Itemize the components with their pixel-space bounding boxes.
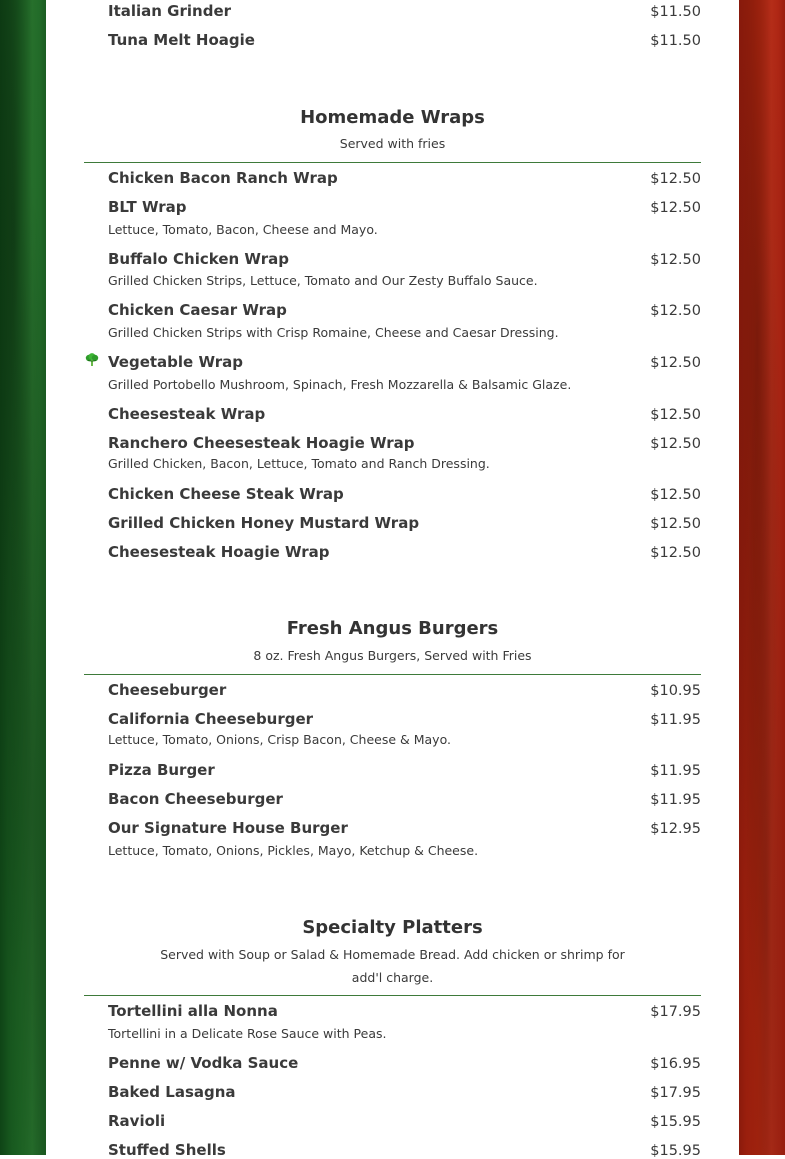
menu-item [84,1054,701,1072]
item-description: Grilled Chicken Strips with Crisp Romaine, Cheese and Caesar Dressing. [108,325,559,340]
item-price: $12.50 [650,407,701,423]
item-name: Vegetable Wrap [108,353,243,371]
menu-item [84,1002,701,1041]
item-price: $12.50 [650,516,701,532]
item-name: Baked Lasagna [108,1083,236,1101]
right-red-border [739,0,785,1155]
menu-item [84,353,701,392]
item-name: Tuna Melt Hoagie [108,31,255,49]
left-green-border [0,0,46,1155]
item-price: $12.50 [650,487,701,503]
item-price: $12.50 [650,436,701,452]
menu-item [84,710,701,747]
item-description: Lettuce, Tomato, Onions, Pickles, Mayo, Ketchup & Cheese. [108,843,479,858]
item-name: Our Signature House Burger [108,819,348,837]
section-title-wraps: Homemade Wraps [300,107,485,128]
section-title-platters: Specialty Platters [302,917,483,938]
item-name: Chicken Cheese Steak Wrap [108,485,344,503]
item-name: Chicken Caesar Wrap [108,301,287,319]
menu-item [84,434,701,471]
item-name: Ravioli [108,1112,166,1130]
item-name: Tortellini alla Nonna [108,1002,278,1020]
section-subtitle-platters-line1: Served with Soup or Salad & Homemade Bread. Add chicken or shrimp for [160,947,625,962]
item-name: BLT Wrap [108,198,187,216]
item-price: $12.50 [650,303,701,319]
item-price: $15.95 [650,1114,701,1130]
item-name: Cheeseburger [108,681,227,699]
item-price: $11.95 [650,763,701,779]
item-price: $11.50 [650,4,701,20]
menu-item [84,485,701,503]
item-name: Cheesesteak Hoagie Wrap [108,543,330,561]
item-price: $12.50 [650,355,701,371]
item-name: Pizza Burger [108,761,215,779]
item-description: Lettuce, Tomato, Bacon, Cheese and Mayo. [108,222,378,237]
item-price: $12.50 [650,252,701,268]
item-price: $17.95 [650,1085,701,1101]
item-name: Buffalo Chicken Wrap [108,250,289,268]
item-description: Grilled Chicken Strips, Lettuce, Tomato and Our Zesty Buffalo Sauce. [108,273,538,288]
menu-item [84,2,701,20]
item-price: $12.50 [650,200,701,216]
menu-item [84,301,701,340]
item-price: $10.95 [650,683,701,699]
item-description: Grilled Portobello Mushroom, Spinach, Fresh Mozzarella & Balsamic Glaze. [108,377,572,392]
menu-item [84,514,701,532]
item-price: $16.95 [650,1056,701,1072]
item-name: Penne w/ Vodka Sauce [108,1054,299,1072]
section-subtitle-platters-line2: add'l charge. [351,970,434,985]
menu-item [84,1141,701,1159]
item-description: Tortellini in a Delicate Rose Sauce with Peas. [108,1026,387,1041]
section-subtitle-burgers: 8 oz. Fresh Angus Burgers, Served with Fries [253,648,532,663]
item-name: California Cheeseburger [108,710,314,728]
item-price: $11.95 [650,712,701,728]
menu-item [84,250,701,288]
menu-item [84,761,701,779]
menu-item [84,405,701,423]
item-name: Bacon Cheeseburger [108,790,283,808]
item-description: Lettuce, Tomato, Onions, Crisp Bacon, Cheese & Mayo. [108,732,451,747]
item-price: $17.95 [650,1004,701,1020]
menu-page [46,0,739,1159]
item-price: $12.50 [650,545,701,561]
section-divider [84,162,701,163]
menu-item [84,169,701,187]
menu-item [84,1083,701,1101]
item-price: $12.50 [650,171,701,187]
item-name: Grilled Chicken Honey Mustard Wrap [108,514,420,532]
item-price: $15.95 [650,1143,701,1159]
menu-item [84,681,701,699]
menu-item [84,1112,701,1130]
item-price: $11.95 [650,792,701,808]
item-name: Cheesesteak Wrap [108,405,266,423]
menu-item [84,543,701,561]
section-divider [84,995,701,996]
menu-item [84,790,701,808]
item-name: Chicken Bacon Ranch Wrap [108,169,338,187]
section-subtitle-wraps: Served with fries [339,136,446,151]
menu-item [84,198,701,237]
item-name: Italian Grinder [108,2,232,20]
item-description: Grilled Chicken, Bacon, Lettuce, Tomato and Ranch Dressing. [108,456,490,471]
item-name: Ranchero Cheesesteak Hoagie Wrap [108,434,415,452]
item-price: $11.50 [650,33,701,49]
section-divider [84,674,701,675]
menu-item [84,819,701,858]
section-title-burgers: Fresh Angus Burgers [286,618,499,639]
item-price: $12.95 [650,821,701,837]
menu-item [84,31,701,49]
item-name: Stuffed Shells [108,1141,226,1159]
